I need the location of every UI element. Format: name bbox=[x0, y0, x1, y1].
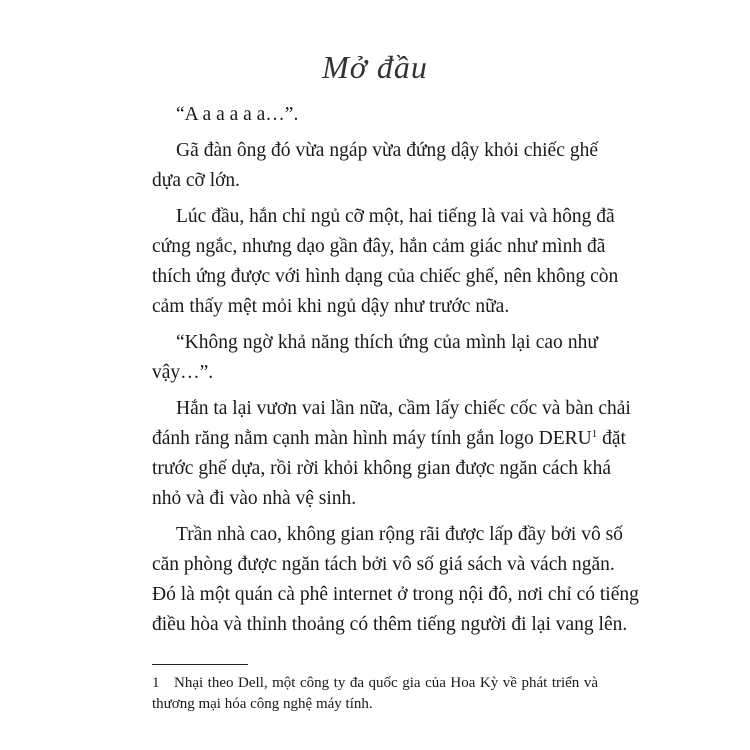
text-line: thích ứng được với hình dạng của chiếc ghế, nên không còn bbox=[152, 266, 619, 287]
footnote-number: 1 bbox=[152, 675, 160, 691]
chapter-title: Mở đầu bbox=[322, 49, 428, 86]
text-segment: đánh răng nằm cạnh màn hình máy tính gắn logo DERU bbox=[152, 428, 592, 449]
paragraph bbox=[152, 328, 598, 388]
text-line: nhỏ và đi vào nhà vệ sinh. bbox=[152, 488, 357, 509]
paragraph bbox=[152, 520, 639, 640]
text-line: dựa cỡ lớn. bbox=[152, 170, 241, 191]
paragraph bbox=[152, 394, 631, 514]
paragraph bbox=[152, 202, 619, 322]
footnote-line: thương mại hóa công nghệ máy tính. bbox=[152, 696, 373, 712]
text-line: Trần nhà cao, không gian rộng rãi được lấp đầy bởi vô số bbox=[176, 524, 623, 545]
text-segment: đặt bbox=[602, 428, 626, 449]
text-line: điều hòa và thỉnh thoảng có thêm tiếng người đi lại vang lên. bbox=[152, 614, 628, 635]
text-line: vậy…”. bbox=[152, 362, 214, 383]
text-line bbox=[152, 424, 626, 454]
footnote-line bbox=[152, 673, 598, 694]
paragraph bbox=[152, 136, 598, 196]
footnote-divider bbox=[152, 664, 248, 665]
paragraph bbox=[152, 100, 598, 130]
footnote bbox=[152, 673, 598, 715]
text-line: Hắn ta lại vươn vai lần nữa, cầm lấy chiếc cốc và bàn chải bbox=[176, 398, 631, 419]
text-line: trước ghế dựa, rồi rời khỏi không gian được ngăn cách khá bbox=[152, 458, 612, 479]
footnote-text: Nhại theo Dell, một công ty đa quốc gia của Hoa Kỳ về phát triển và bbox=[174, 675, 598, 691]
footnote-reference[interactable]: 1 bbox=[591, 428, 598, 440]
text-line: cảm thấy mệt mỏi khi ngủ dậy như trước nữa. bbox=[152, 296, 510, 317]
text-line: “Không ngờ khả năng thích ứng của mình lại cao như bbox=[176, 332, 598, 353]
chapter-body bbox=[152, 100, 639, 646]
text-line: “A a a a a a…”. bbox=[176, 104, 299, 125]
text-line: Gã đàn ông đó vừa ngáp vừa đứng dậy khỏi chiếc ghế bbox=[176, 140, 598, 161]
text-line: căn phòng được ngăn tách bởi vô số giá sách và vách ngăn. bbox=[152, 554, 615, 575]
text-line: Đó là một quán cà phê internet ở trong nội đô, nơi chỉ có tiếng bbox=[152, 584, 639, 605]
text-line: Lúc đầu, hắn chỉ ngủ cỡ một, hai tiếng là vai và hông đã bbox=[176, 206, 615, 227]
text-line: cứng ngắc, nhưng dạo gần đây, hắn cảm giác như mình đã bbox=[152, 236, 606, 257]
